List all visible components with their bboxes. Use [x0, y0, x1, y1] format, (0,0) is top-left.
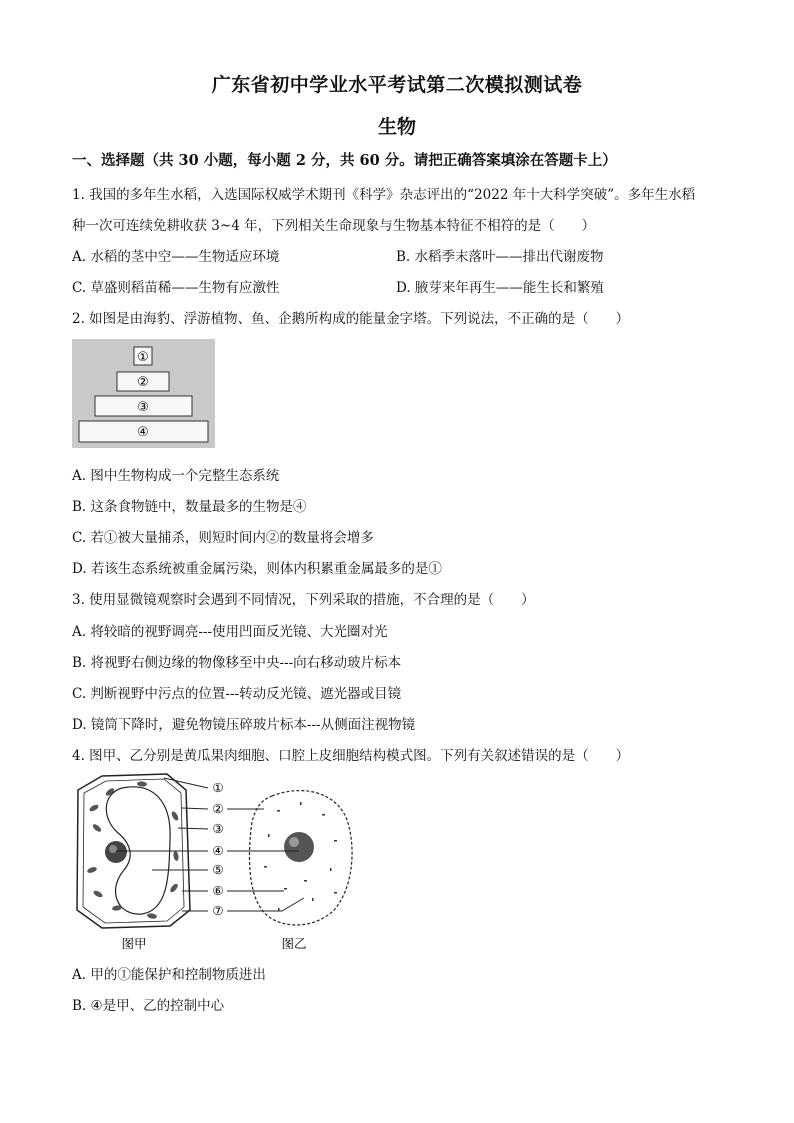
cell-label-2: ② — [212, 801, 224, 816]
q1-option-d: D. 腋芽来年再生——能生长和繁殖 — [396, 280, 604, 296]
plant-nucleolus — [109, 845, 117, 853]
animal-cell — [249, 791, 352, 925]
plant-nucleus — [105, 841, 127, 863]
q2-stem: 2. 如图是由海豹、浮游植物、鱼、企鹅所构成的能量金字塔。下列说法，不正确的是（ ） — [72, 311, 630, 327]
energy-pyramid-figure — [72, 339, 215, 448]
energy-pyramid-diagram — [72, 339, 215, 448]
cell-part-labels — [212, 780, 223, 918]
pyramid-label-2: ② — [137, 375, 149, 390]
caption-figure-yi: 图乙 — [281, 936, 307, 951]
q3-option-a: A. 将较暗的视野调亮---使用凹面反光镜、大光圈对光 — [72, 624, 388, 640]
caption-figure-jia: 图甲 — [121, 936, 147, 951]
cell-label-5: ⑤ — [212, 862, 224, 877]
cell-diagram — [72, 770, 362, 955]
q1-option-b: B. 水稻季末落叶——排出代谢废物 — [396, 249, 604, 265]
pyramid-label-4: ④ — [137, 425, 149, 440]
animal-nucleolus — [289, 837, 299, 847]
pyramid-label-1: ① — [137, 350, 149, 365]
q2-option-b: B. 这条食物链中，数量最多的生物是④ — [72, 499, 307, 515]
q1-stem-line2: 种一次可连续免耕收获 3~4 年，下列相关生命现象与生物基本特征不相符的是（ ） — [72, 218, 596, 234]
pyramid-label-3: ③ — [137, 400, 149, 415]
q3-stem: 3. 使用显微镜观察时会遇到不同情况，下列采取的措施，不合理的是（ ） — [72, 592, 535, 608]
q2-option-d: D. 若该生态系统被重金属污染，则体内积累重金属最多的是① — [72, 561, 442, 577]
q1-stem-line1: 1. 我国的多年生水稻，入选国际权威学术期刊《科学》杂志评出的“2022 年十大科学突破”。多年生水稻 — [72, 187, 696, 203]
cell-label-3: ③ — [212, 821, 224, 836]
q4-stem: 4. 图甲、乙分别是黄瓜果肉细胞、口腔上皮细胞结构模式图。下列有关叙述错误的是（ ） — [72, 748, 630, 764]
q3-option-b: B. 将视野右侧边缘的物像移至中央---向右移动玻片标本 — [72, 655, 402, 671]
cell-label-7: ⑦ — [212, 903, 224, 918]
q3-option-c: C. 判断视野中污点的位置---转动反光镜、遮光器或目镜 — [72, 686, 402, 702]
q2-option-a: A. 图中生物构成一个完整生态系统 — [72, 468, 280, 484]
q2-option-c: C. 若①被大量捕杀，则短时间内②的数量将会增多 — [72, 530, 374, 546]
cell-label-6: ⑥ — [212, 883, 224, 898]
q1-option-c: C. 草盛则稻苗稀——生物有应激性 — [72, 280, 280, 296]
q4-option-b: B. ④是甲、乙的控制中心 — [72, 998, 225, 1014]
animal-nucleus — [284, 832, 314, 862]
cell-label-1: ① — [212, 780, 224, 795]
q4-option-a: A. 甲的①能保护和控制物质进出 — [72, 967, 266, 983]
exam-subject: 生物 — [377, 116, 416, 138]
section-heading: 一、选择题（共 30 小题，每小题 2 分，共 60 分。请把正确答案填涂在答题卡上） — [72, 152, 617, 169]
cell-label-4: ④ — [212, 843, 224, 858]
exam-title: 广东省初中学业水平考试第二次模拟测试卷 — [211, 74, 583, 96]
q3-option-d: D. 镜筒下降时，避免物镜压碎玻片标本---从侧面注视物镜 — [72, 717, 416, 733]
figure-captions — [121, 936, 306, 951]
q1-option-a: A. 水稻的茎中空——生物适应环境 — [72, 249, 280, 265]
cell-structure-figure — [72, 770, 362, 955]
